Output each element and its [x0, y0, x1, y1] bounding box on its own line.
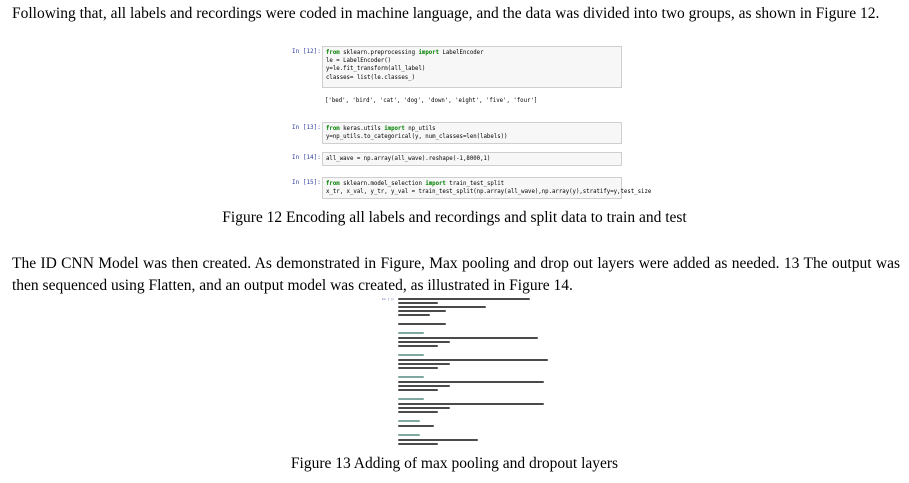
figure-13-caption: Figure 13 Adding of max pooling and dropout layers [290, 455, 619, 472]
code-keyword: from [326, 126, 340, 132]
cell-output: ['bed', 'bird', 'cat', 'dog', 'down', 'eight', 'five', 'four'] [325, 98, 538, 104]
code-input-box [322, 152, 622, 166]
code-line: y=np_utils.to_categorical(y, num_classes=len(labels)) [326, 134, 508, 141]
paragraph-intro: Following that, all labels and recordings were coded in machine language, and the data was divided into two groups, as shown in Figure 12. [12, 5, 880, 22]
cell-prompt-tiny: In [ ]: [382, 297, 395, 301]
code-cell-14 [292, 152, 622, 166]
code-line: from sklearn.model_selection import train_test_split [326, 181, 505, 187]
code-line-tiny [398, 385, 450, 387]
code-cell-13 [292, 122, 622, 144]
code-line-tiny [398, 403, 544, 405]
code-line: from sklearn.preprocessing import LabelEncoder [326, 50, 484, 56]
code-line-tiny [398, 341, 450, 343]
code-line-tiny [398, 359, 548, 361]
code-comment-tiny [398, 354, 424, 356]
code-line-tiny [398, 411, 438, 413]
code-line-tiny [398, 439, 478, 441]
code-comment-tiny [398, 332, 424, 334]
code-input-box [322, 46, 622, 88]
code-comment-tiny [398, 434, 420, 436]
code-line-tiny [398, 363, 450, 365]
code-line-tiny [398, 323, 446, 325]
code-line-tiny [398, 367, 438, 369]
cell-prompt: In [15]: [292, 179, 321, 186]
code-line-tiny [398, 298, 530, 300]
code-line-tiny [398, 314, 430, 316]
code-line: from keras.utils import np_utils [326, 126, 436, 132]
code-cell-12 [292, 46, 622, 108]
code-line-tiny [398, 302, 438, 304]
code-line: all_wave = np.array(all_wave).reshape(-1,8000,1) [326, 156, 491, 162]
code-keyword: import [425, 181, 446, 187]
code-line: le = LabelEncoder() [326, 58, 392, 65]
code-line: y=le.fit_transform(all_label) [326, 66, 426, 73]
cell-prompt: In [13]: [292, 124, 321, 131]
cell-prompt: In [14]: [292, 154, 321, 161]
code-line-tiny [398, 425, 434, 427]
code-keyword: from [326, 181, 340, 187]
code-comment-tiny [398, 398, 424, 400]
code-comment-tiny [398, 420, 420, 422]
paragraph-cnn-model: The ID CNN Model was then created. As demonstrated in Figure, Max pooling and drop out layers were added as needed. 13 The output was then sequenced using Flatten, and an output model was created, as illustrated in Figure 14. [12, 255, 900, 294]
code-line-tiny [398, 337, 538, 339]
code-line: x_tr, x_val, y_tr, y_val = train_test_split(np.array(all_wave),np.array(y),stratify=y,test_size [326, 189, 652, 196]
code-line-tiny [398, 310, 446, 312]
code-line-tiny [398, 345, 438, 347]
code-keyword: import [384, 126, 405, 132]
code-line-tiny [398, 389, 438, 391]
code-line-tiny [398, 443, 438, 445]
figure-13-code-screenshot [382, 297, 552, 449]
code-line-tiny [398, 381, 544, 383]
code-line-tiny [398, 407, 450, 409]
code-input-box [322, 122, 622, 144]
cell-prompt: In [12]: [292, 48, 321, 55]
figure-12-caption: Figure 12 Encoding all labels and recordings and split data to train and test [222, 209, 687, 226]
code-keyword: from [326, 50, 340, 56]
code-keyword: import [418, 50, 440, 56]
code-line: classes= list(le.classes_) [326, 74, 416, 81]
code-input-box [322, 177, 652, 199]
code-comment-tiny [398, 376, 424, 378]
code-cell-15 [292, 177, 652, 199]
code-line-tiny [398, 306, 486, 308]
